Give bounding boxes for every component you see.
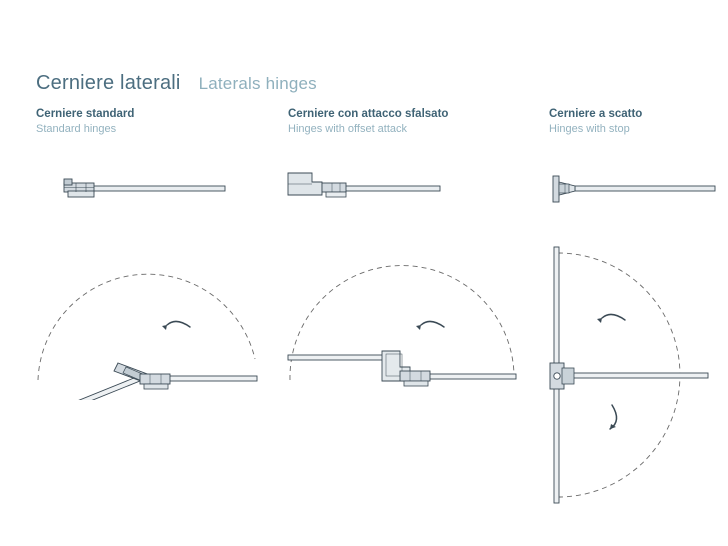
figure-standard-swing [30,235,270,400]
column-offset-hinges [288,106,543,137]
page-title-en: Laterals hinges [198,74,317,93]
figure-offset-swing [282,235,527,400]
swing-direction-arrow-up-left-standard [162,321,190,330]
subtitle-it-offset: Cerniere con attacco sfalsato [288,108,449,120]
swing-direction-arrow-up-left-stop [597,314,625,323]
figure-offset-closed [282,168,482,213]
page-title [36,72,317,95]
caption-standard [36,106,286,137]
figure-stop-swing [540,235,720,510]
column-stop-hinges [549,106,724,137]
subtitle-en-stop: Hinges with stop [549,123,630,135]
caption-offset [288,106,543,137]
column-standard-hinges [36,106,286,137]
swing-direction-arrow-up-left-offset [416,321,444,330]
subtitle-en-offset: Hinges with offset attack [288,123,408,135]
subtitle-it-standard: Cerniere standard [36,108,135,120]
page-title-it: Cerniere laterali [36,72,181,94]
swing-direction-arrow-down-right-stop [610,405,617,429]
figure-standard-closed [30,170,230,210]
subtitle-it-stop: Cerniere a scatto [549,108,643,120]
figure-stop-closed [543,168,723,213]
subtitle-en-standard: Standard hinges [36,123,117,135]
caption-stop [549,106,724,137]
